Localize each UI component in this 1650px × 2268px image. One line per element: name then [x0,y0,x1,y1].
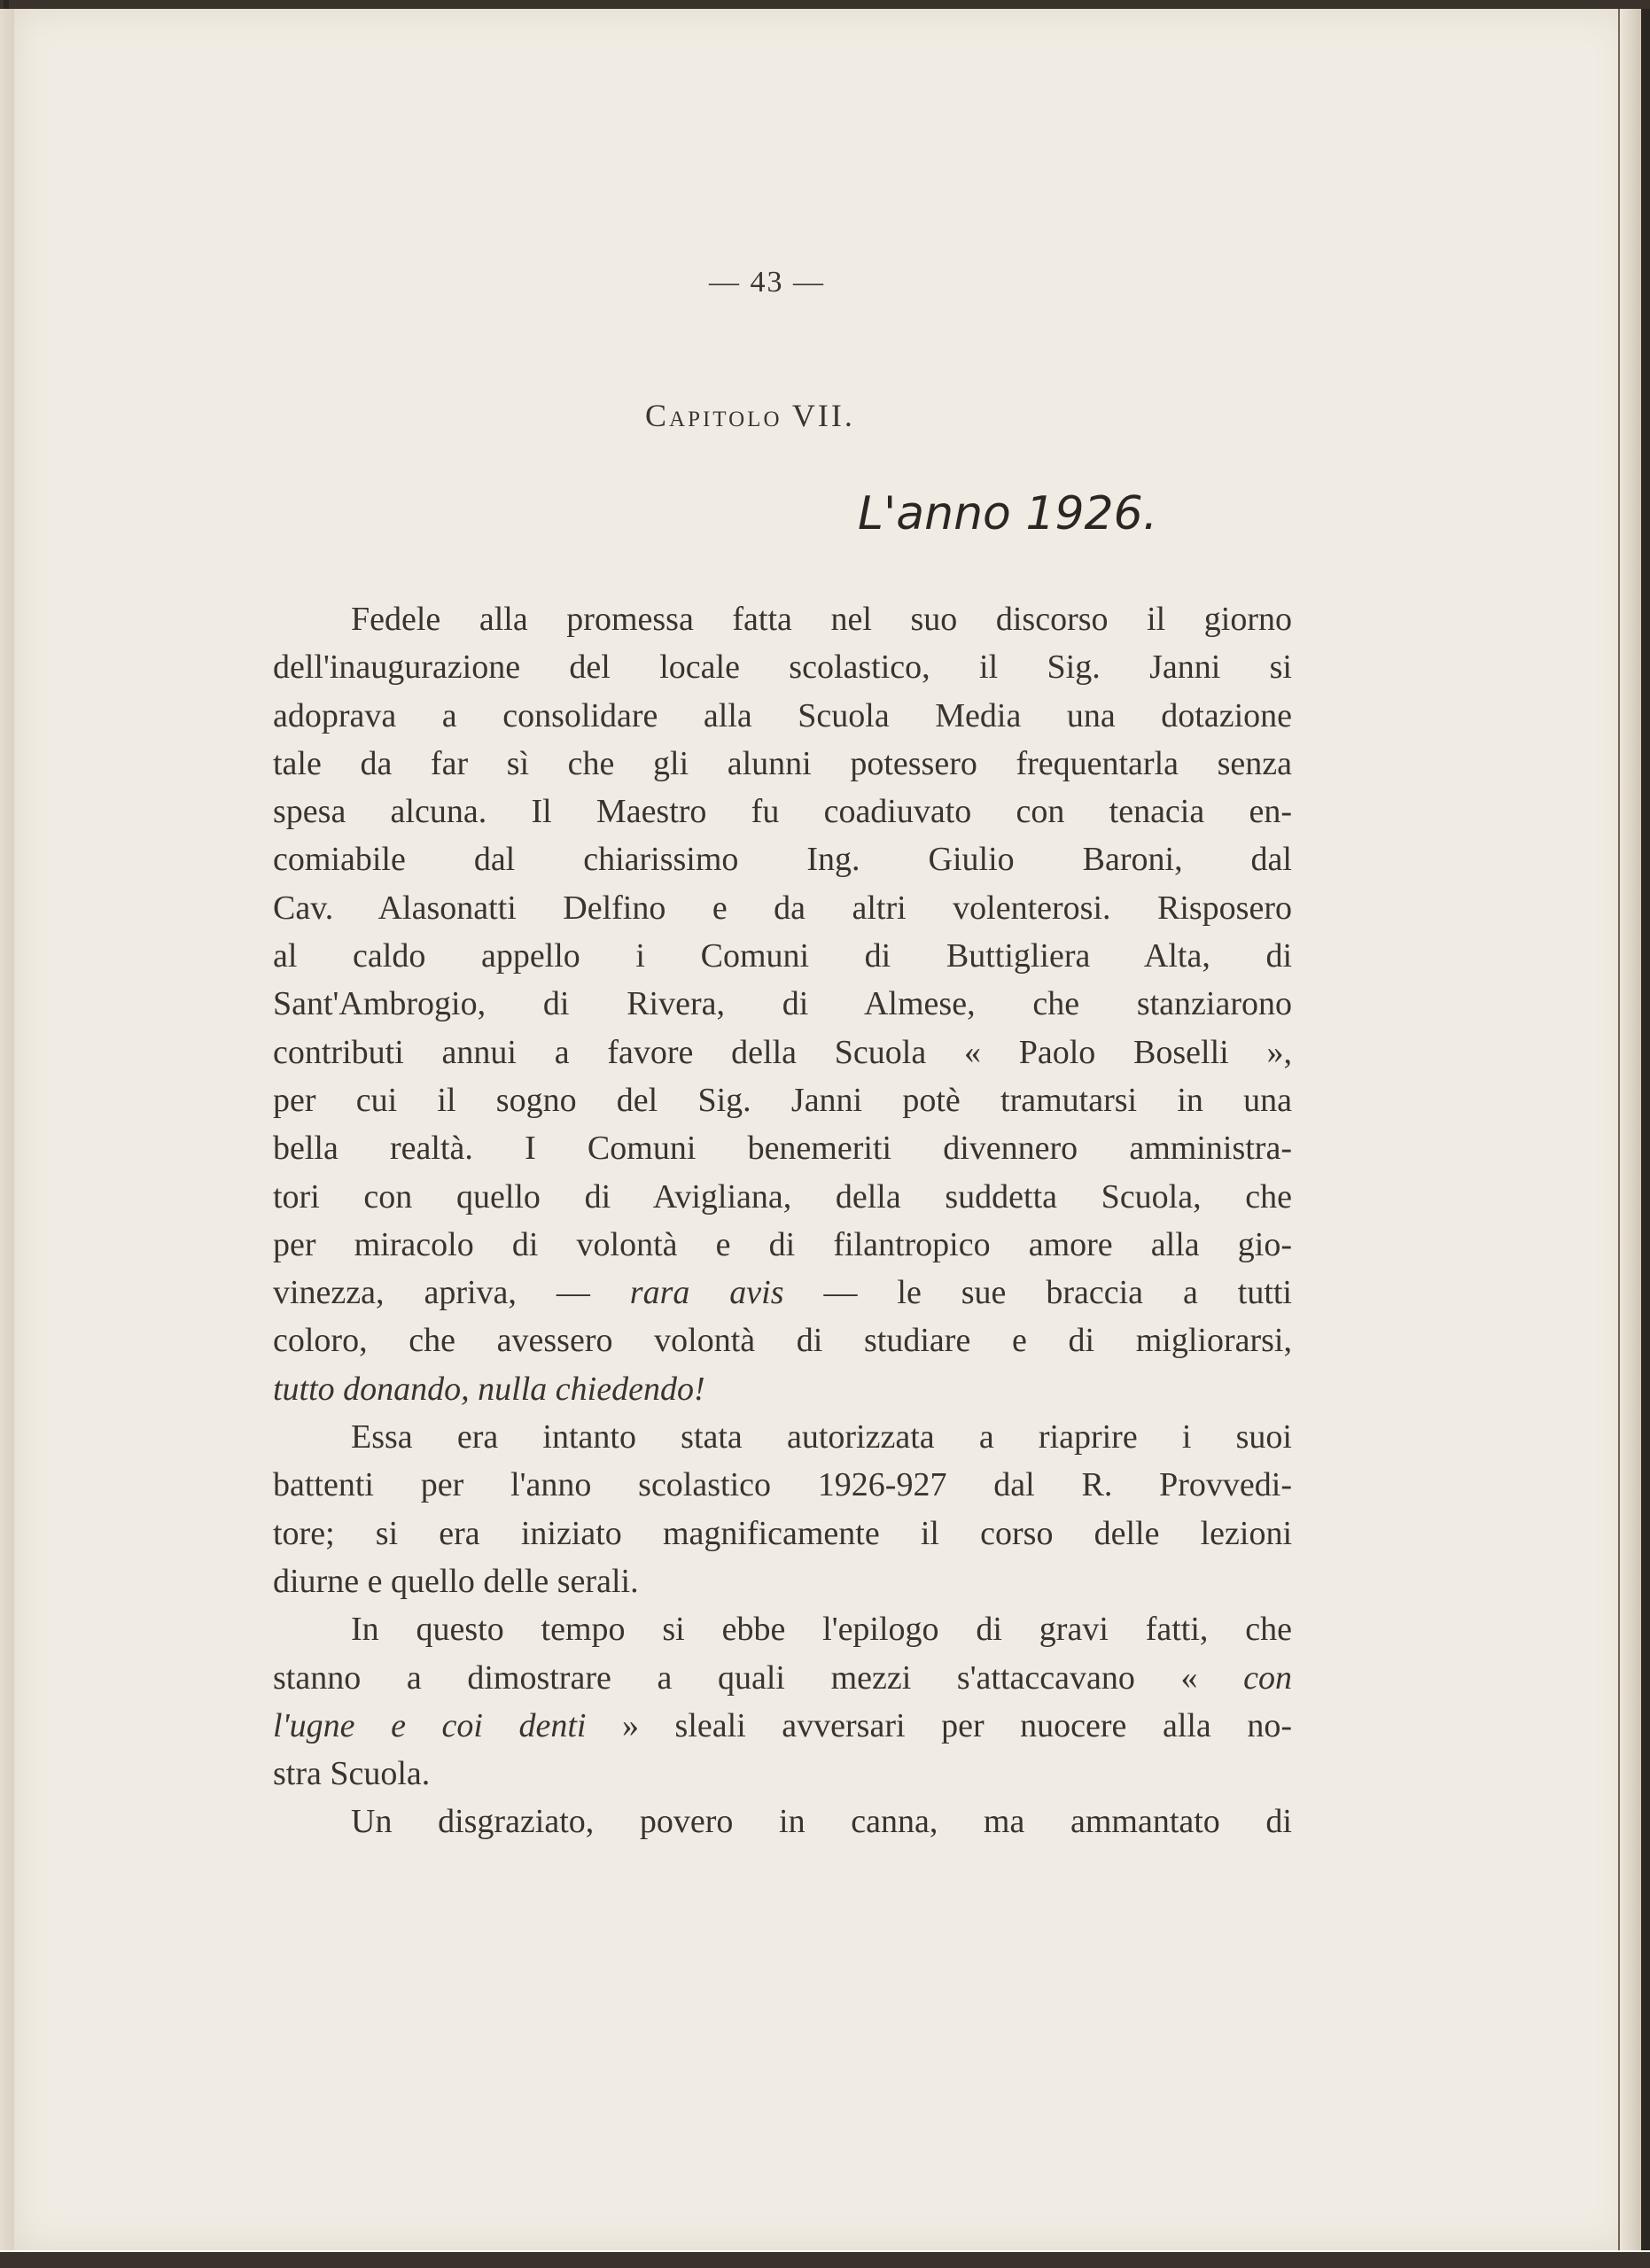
page-right-edge [1618,9,1641,2250]
text-line: tale da far sì che gli alunni potessero frequentarla senza [273,744,1292,782]
body-text [273,595,1292,1846]
text-line: tori con quello di Avigliana, della suddetta Scuola, che [273,1177,1292,1216]
text-line-italic [273,1365,1292,1413]
text-fragment: stanno a dimostrare a quali mezzi s'attaccavano « [273,1658,1198,1697]
text-line: stra Scuola. [273,1755,431,1793]
text-fragment: vinezza, apriva, — [273,1274,590,1312]
text-line: battenti per l'anno scolastico 1926-927 dal R. Provvedi- [273,1466,1292,1504]
text-fragment: » sleali avversari per nuocere alla no- [622,1706,1292,1744]
text-line: comiabile dal chiarissimo Ing. Giulio Baroni, dal [273,841,1292,879]
text-line: adoprava a consolidare alla Scuola Media una dotazione [273,696,1292,734]
text-line: Cav. Alasonatti Delfino e da altri volenterosi. Risposero [273,889,1292,927]
text-line: coloro, che avessero volontà di studiare e di migliorarsi, [273,1322,1292,1360]
text-fragment: le sue braccia a tutti [897,1274,1292,1312]
text-line-mixed: vinezza, apriva, — rara avis — le sue braccia a tutti [273,1274,1292,1312]
text-line-mixed [273,1654,1292,1702]
text-line: contributi annui a favore della Scuola « Paolo Boselli », [273,1033,1292,1071]
text-line-mixed [273,1702,1292,1750]
text-line: per cui il sogno del Sig. Janni potè tramutarsi in una [273,1081,1292,1119]
chapter-heading: Capitolo VII. [645,398,855,433]
text-line: Un disgraziato, povero in canna, ma ammantato di [351,1803,1292,1841]
italic-phrase: rara avis [629,1274,784,1312]
text-line: spesa alcuna. Il Maestro fu coadiuvato con tenacia en- [273,793,1292,831]
text-line: tore; si era iniziato magnificamente il corso delle lezioni [273,1514,1292,1552]
text-line: diurne e quello delle serali. [273,1562,639,1600]
text-line: al caldo appello i Comuni di Buttigliera Alta, di [273,937,1292,975]
page-number: — 43 — [709,266,825,299]
italic-phrase: con [1243,1658,1293,1697]
scan-bottom-border [0,2252,1650,2268]
chapter-title: L'anno 1926. [858,487,1158,540]
italic-phrase: tutto donando, nulla chiedendo! [273,1370,705,1408]
text-line: In questo tempo si ebbe l'epilogo di gravi fatti, che [351,1611,1292,1649]
text-line: Essa era intanto stata autorizzata a riaprire i suoi [351,1418,1292,1456]
italic-phrase: l'ugne e coi denti [273,1706,587,1744]
text-line: bella realtà. I Comuni benemeriti divennero amministra- [273,1130,1292,1168]
text-line: dell'inaugurazione del locale scolastico, il Sig. Janni si [273,649,1292,687]
text-line: Sant'Ambrogio, di Rivera, di Almese, che stanziarono [273,985,1292,1023]
text-line: Fedele alla promessa fatta nel suo discorso il giorno [351,601,1292,638]
text-line: per miracolo di volontà e di filantropico amore alla gio- [273,1225,1292,1263]
